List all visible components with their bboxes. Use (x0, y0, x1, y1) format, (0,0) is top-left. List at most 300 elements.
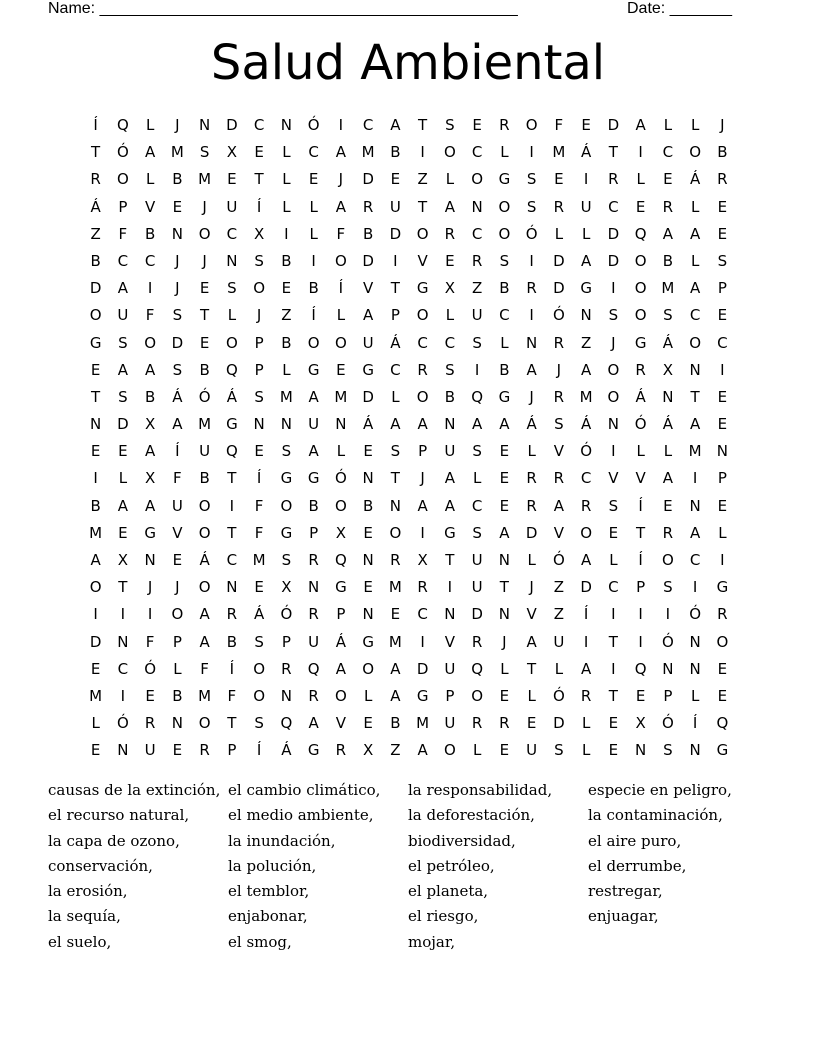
grid-letter: S (663, 578, 673, 597)
grid-letter: C (308, 143, 319, 162)
grid-letter: L (91, 714, 100, 733)
grid-letter: U (199, 442, 211, 461)
word-list-column (588, 778, 768, 955)
grid-letter: A (662, 469, 673, 488)
grid-letter: I (583, 632, 589, 651)
grid-letter: E (717, 197, 728, 216)
grid-letter: A (390, 686, 401, 705)
grid-letter: S (254, 387, 264, 406)
grid-letter: R (717, 605, 728, 624)
grid-letter: E (526, 714, 537, 733)
grid-letter: L (145, 170, 155, 189)
grid-letter: E (717, 306, 728, 325)
grid-row (82, 411, 736, 438)
grid-letter: T (636, 523, 646, 542)
grid-letter: C (226, 224, 238, 243)
grid-letter: O (171, 605, 184, 624)
word-list-item: el recurso natural, (48, 806, 190, 825)
grid-letter: T (608, 143, 618, 162)
grid-letter: D (525, 523, 538, 542)
grid-letter: G (362, 360, 374, 379)
grid-letter: Á (662, 415, 673, 434)
grid-letter: P (418, 442, 428, 461)
grid-letter: Í (256, 741, 262, 760)
grid-letter: P (717, 279, 727, 298)
grid-letter: R (444, 224, 456, 243)
grid-letter: C (662, 143, 674, 162)
word-list-item: el planeta, (408, 882, 489, 901)
grid-letter: L (554, 659, 564, 678)
grid-letter: I (529, 143, 534, 162)
grid-letter: P (663, 686, 673, 705)
grid-letter: F (145, 306, 155, 325)
grid-letter: E (90, 442, 101, 461)
grid-letter: N (226, 578, 238, 597)
grid-letter: L (609, 551, 618, 569)
grid-letter: S (608, 496, 619, 515)
grid-letter: E (499, 741, 510, 760)
word-list-item: el aire puro, (588, 831, 682, 850)
grid-letter: L (663, 116, 673, 134)
grid-letter: R (199, 741, 210, 760)
grid-letter: J (529, 387, 534, 406)
grid-letter: T (227, 523, 237, 542)
grid-letter: A (444, 469, 455, 488)
grid-letter: S (608, 306, 619, 325)
grid-letter: T (227, 714, 237, 733)
grid-row (82, 601, 736, 628)
grid-letter: O (144, 333, 157, 352)
grid-letter: C (362, 116, 374, 134)
grid-letter: G (226, 415, 238, 434)
grid-letter: N (117, 632, 129, 651)
grid-letter: Í (93, 116, 98, 134)
grid-letter: B (199, 360, 210, 379)
grid-letter: M (89, 523, 103, 542)
word-list-item: enjuagar, (588, 907, 659, 926)
grid-letter: I (720, 551, 725, 569)
grid-letter: C (417, 333, 428, 352)
grid-row (82, 275, 736, 302)
grid-letter: T (690, 387, 700, 406)
grid-letter: R (662, 523, 674, 542)
grid-letter: T (608, 686, 618, 705)
grid-letter: I (611, 605, 616, 624)
date-field-label: Date: _______ (627, 0, 732, 17)
grid-letter: E (199, 279, 210, 298)
grid-letter: Ó (525, 224, 538, 243)
word-list-item: el temblor, (228, 882, 310, 901)
grid-letter: O (689, 333, 702, 352)
grid-letter: G (416, 279, 429, 298)
grid-letter: U (144, 741, 156, 760)
grid-letter: S (717, 251, 728, 270)
grid-letter: A (335, 197, 346, 216)
grid-letter: T (527, 659, 537, 678)
grid-letter: P (390, 306, 400, 325)
grid-letter: E (717, 224, 728, 243)
grid-letter: M (552, 143, 566, 162)
grid-letter: O (634, 306, 647, 325)
grid-row (82, 112, 736, 139)
grid-letter: Á (662, 333, 673, 352)
grid-letter: N (498, 551, 510, 569)
grid-letter: N (335, 415, 347, 434)
grid-letter: Í (311, 306, 316, 325)
grid-letter: U (471, 551, 483, 569)
grid-letter: A (471, 415, 483, 434)
grid-letter: D (607, 116, 620, 134)
grid-letter: Í (256, 469, 262, 488)
grid-letter: I (393, 251, 398, 270)
grid-letter: J (256, 306, 262, 325)
grid-letter: Ó (552, 551, 565, 569)
grid-letter: C (444, 333, 456, 352)
grid-letter: Q (471, 387, 484, 406)
grid-letter: L (445, 306, 455, 325)
grid-letter: I (611, 659, 616, 678)
grid-letter: G (307, 469, 320, 488)
grid-letter: D (117, 415, 129, 434)
grid-letter: E (635, 686, 646, 705)
word-list-item: la polución, (228, 856, 317, 875)
word-list-column (408, 778, 588, 955)
grid-letter: E (172, 741, 183, 760)
grid-letter: A (335, 659, 346, 678)
grid-letter: O (443, 143, 456, 162)
grid-letter: R (226, 605, 238, 624)
grid-letter: Í (638, 551, 643, 569)
grid-letter: R (717, 170, 728, 189)
grid-letter: I (147, 279, 153, 298)
grid-letter: O (334, 251, 347, 270)
grid-letter: I (147, 605, 153, 624)
grid-letter: E (254, 143, 264, 162)
grid-letter: N (444, 605, 456, 624)
grid-row (82, 302, 736, 329)
grid-letter: E (118, 523, 128, 542)
word-search-grid (82, 112, 736, 765)
grid-letter: D (553, 251, 565, 270)
grid-letter: O (471, 686, 484, 705)
page-title: Salud Ambiental (210, 35, 606, 91)
grid-letter: Q (634, 659, 647, 678)
grid-letter: J (338, 170, 344, 189)
grid-letter: U (226, 197, 238, 216)
grid-letter: B (390, 143, 401, 162)
grid-letter: R (635, 360, 646, 379)
grid-letter: U (362, 333, 374, 352)
grid-letter: P (254, 333, 264, 352)
grid-letter: L (309, 197, 318, 216)
grid-letter: L (500, 333, 509, 352)
grid-row (82, 547, 736, 574)
grid-letter: R (144, 714, 156, 733)
grid-letter: M (361, 143, 375, 162)
grid-letter: I (692, 578, 698, 597)
grid-letter: Á (90, 197, 101, 216)
grid-letter: J (147, 578, 153, 597)
grid-row (82, 330, 736, 357)
grid-letter: A (172, 415, 183, 434)
grid-letter: C (608, 197, 619, 216)
grid-letter: O (334, 686, 347, 705)
grid-letter: X (117, 551, 129, 569)
grid-letter: S (663, 306, 673, 325)
grid-letter: I (638, 632, 643, 651)
grid-letter: R (308, 605, 319, 624)
grid-letter: E (717, 387, 728, 406)
grid-letter: E (118, 442, 128, 461)
grid-letter: S (118, 387, 128, 406)
grid-letter: G (498, 170, 511, 189)
grid-row (82, 194, 736, 221)
grid-letter: R (526, 469, 537, 488)
grid-letter: I (665, 605, 671, 624)
grid-letter: Z (281, 306, 292, 325)
grid-letter: B (144, 224, 156, 243)
grid-letter: O (89, 306, 102, 325)
grid-letter: N (171, 714, 183, 733)
grid-letter: V (362, 279, 374, 298)
grid-letter: O (716, 632, 729, 651)
grid-letter: D (362, 170, 374, 189)
grid-letter: Á (390, 333, 401, 352)
grid-letter: N (171, 224, 183, 243)
grid-letter: N (226, 251, 238, 270)
grid-letter: E (363, 442, 373, 461)
grid-letter: Í (638, 496, 643, 515)
grid-letter: A (117, 496, 128, 515)
grid-letter: I (338, 116, 344, 134)
grid-letter: P (336, 605, 346, 624)
grid-letter: Í (256, 197, 262, 216)
grid-letter: Z (417, 170, 428, 189)
grid-letter: Á (335, 632, 346, 651)
grid-letter: L (500, 143, 509, 162)
grid-letter: Q (280, 714, 293, 733)
grid-letter: M (416, 714, 430, 733)
grid-letter: Z (553, 605, 565, 624)
grid-letter: O (334, 333, 347, 352)
word-list-item: la capa de ozono, (48, 831, 180, 850)
grid-letter: F (254, 496, 264, 515)
grid-letter: P (227, 741, 237, 760)
grid-letter: V (635, 469, 646, 488)
grid-letter: M (89, 686, 103, 705)
grid-letter: A (335, 143, 346, 162)
grid-letter: X (444, 279, 456, 298)
grid-letter: N (444, 415, 456, 434)
grid-letter: B (90, 251, 101, 270)
word-list-item: la contaminación, (588, 806, 723, 825)
grid-letter: U (580, 197, 592, 216)
grid-letter: J (556, 360, 562, 379)
grid-letter: F (227, 686, 237, 705)
grid-letter: G (280, 523, 293, 542)
grid-letter: A (662, 224, 673, 243)
grid-letter: J (420, 469, 425, 488)
grid-letter: D (580, 578, 592, 597)
grid-letter: C (717, 333, 728, 352)
grid-letter: O (607, 387, 620, 406)
grid-letter: U (444, 442, 456, 461)
grid-letter: V (553, 523, 564, 542)
grid-letter: L (282, 197, 291, 216)
grid-letter: Q (471, 659, 484, 678)
grid-letter: U (471, 578, 483, 597)
grid-letter: U (553, 632, 565, 651)
grid-letter: O (661, 551, 674, 569)
grid-letter: J (720, 116, 725, 134)
grid-letter: Ó (580, 442, 593, 461)
grid-letter: G (280, 469, 293, 488)
grid-letter: A (199, 632, 210, 651)
grid-letter: M (688, 442, 702, 461)
grid-row (82, 357, 736, 384)
grid-letter: D (553, 279, 565, 298)
grid-letter: Á (172, 387, 183, 406)
grid-letter: U (171, 496, 183, 515)
grid-letter: D (471, 605, 483, 624)
grid-letter: J (611, 333, 616, 352)
grid-row (82, 166, 736, 193)
grid-letter: Ó (116, 143, 129, 162)
grid-letter: P (445, 686, 455, 705)
grid-letter: Á (253, 605, 265, 624)
grid-letter: Í (338, 279, 344, 298)
grid-letter: V (444, 632, 455, 651)
grid-letter: L (282, 170, 291, 189)
grid-letter: N (716, 442, 728, 461)
grid-letter: E (717, 415, 728, 434)
grid-row (82, 248, 736, 275)
grid-letter: I (611, 279, 616, 298)
grid-letter: O (253, 279, 266, 298)
grid-letter: J (175, 578, 180, 597)
grid-letter: C (499, 306, 510, 325)
grid-letter: Á (635, 387, 646, 406)
grid-letter: R (417, 578, 428, 597)
grid-letter: A (580, 659, 592, 678)
grid-letter: Ó (334, 469, 347, 488)
grid-letter: J (202, 197, 207, 216)
grid-letter: E (172, 551, 183, 569)
grid-letter: X (635, 714, 646, 733)
grid-letter: E (635, 197, 646, 216)
grid-letter: Z (553, 578, 565, 597)
grid-letter: O (498, 224, 511, 243)
grid-letter: L (309, 224, 318, 243)
grid-letter: A (390, 415, 401, 434)
grid-letter: T (118, 578, 128, 597)
grid-letter: B (281, 251, 292, 270)
grid-letter: G (307, 741, 320, 760)
grid-letter: G (89, 333, 102, 352)
grid-letter: Q (334, 551, 347, 569)
grid-letter: R (608, 170, 619, 189)
grid-letter: Ó (307, 116, 320, 134)
grid-letter: E (281, 279, 292, 298)
grid-letter: N (253, 415, 265, 434)
grid-letter: V (144, 197, 156, 216)
grid-letter: L (554, 224, 564, 243)
grid-letter: X (335, 523, 347, 542)
grid-letter: N (280, 116, 292, 134)
grid-letter: A (417, 496, 428, 515)
grid-letter: F (200, 659, 209, 678)
grid-letter: C (253, 116, 265, 134)
grid-letter: A (444, 496, 455, 515)
grid-letter: E (90, 659, 101, 678)
grid-letter: I (638, 143, 643, 162)
grid-letter: S (172, 306, 183, 325)
grid-letter: O (198, 224, 211, 243)
grid-letter: R (499, 714, 510, 733)
grid-row (82, 574, 736, 601)
grid-letter: O (334, 496, 347, 515)
grid-letter: A (390, 659, 401, 678)
grid-letter: I (420, 143, 425, 162)
word-list-item: restregar, (588, 882, 663, 901)
grid-letter: I (720, 360, 725, 379)
grid-letter: L (282, 360, 291, 379)
word-list-item: la inundación, (228, 831, 336, 850)
grid-letter: E (363, 523, 373, 542)
grid-letter: R (390, 551, 401, 569)
grid-letter: I (120, 686, 126, 705)
grid-letter: D (362, 387, 374, 406)
grid-row (82, 520, 736, 547)
grid-letter: J (175, 279, 180, 298)
grid-letter: T (445, 551, 455, 569)
word-list-item: el derrumbe, (588, 856, 687, 875)
grid-letter: F (336, 224, 346, 243)
grid-letter: E (717, 496, 728, 515)
grid-letter: Ó (116, 714, 129, 733)
grid-letter: A (417, 741, 428, 760)
grid-letter: S (281, 551, 292, 569)
grid-letter: Ó (144, 659, 157, 678)
grid-letter: F (118, 224, 128, 243)
grid-letter: O (471, 170, 484, 189)
grid-letter: Q (225, 360, 238, 379)
grid-letter: Z (471, 279, 483, 298)
grid-letter: A (689, 523, 701, 542)
grid-letter: C (689, 551, 701, 569)
grid-letter: U (471, 306, 483, 325)
grid-letter: R (553, 469, 565, 488)
grid-letter: Ó (280, 605, 293, 624)
grid-letter: E (445, 251, 455, 270)
grid-letter: J (202, 251, 207, 270)
grid-letter: N (689, 741, 701, 760)
word-list-item: el cambio climático, (228, 781, 381, 799)
grid-letter: S (554, 741, 564, 760)
grid-letter: E (554, 170, 564, 189)
grid-letter: F (554, 116, 564, 134)
grid-letter: G (444, 523, 456, 542)
grid-letter: A (499, 415, 510, 434)
grid-letter: L (690, 686, 700, 705)
grid-letter: Á (580, 415, 592, 434)
grid-letter: S (445, 116, 455, 134)
grid-letter: I (474, 360, 480, 379)
grid-letter: N (144, 551, 156, 569)
grid-letter: I (420, 523, 425, 542)
grid-letter: Ó (552, 306, 565, 325)
grid-letter: E (581, 116, 591, 134)
